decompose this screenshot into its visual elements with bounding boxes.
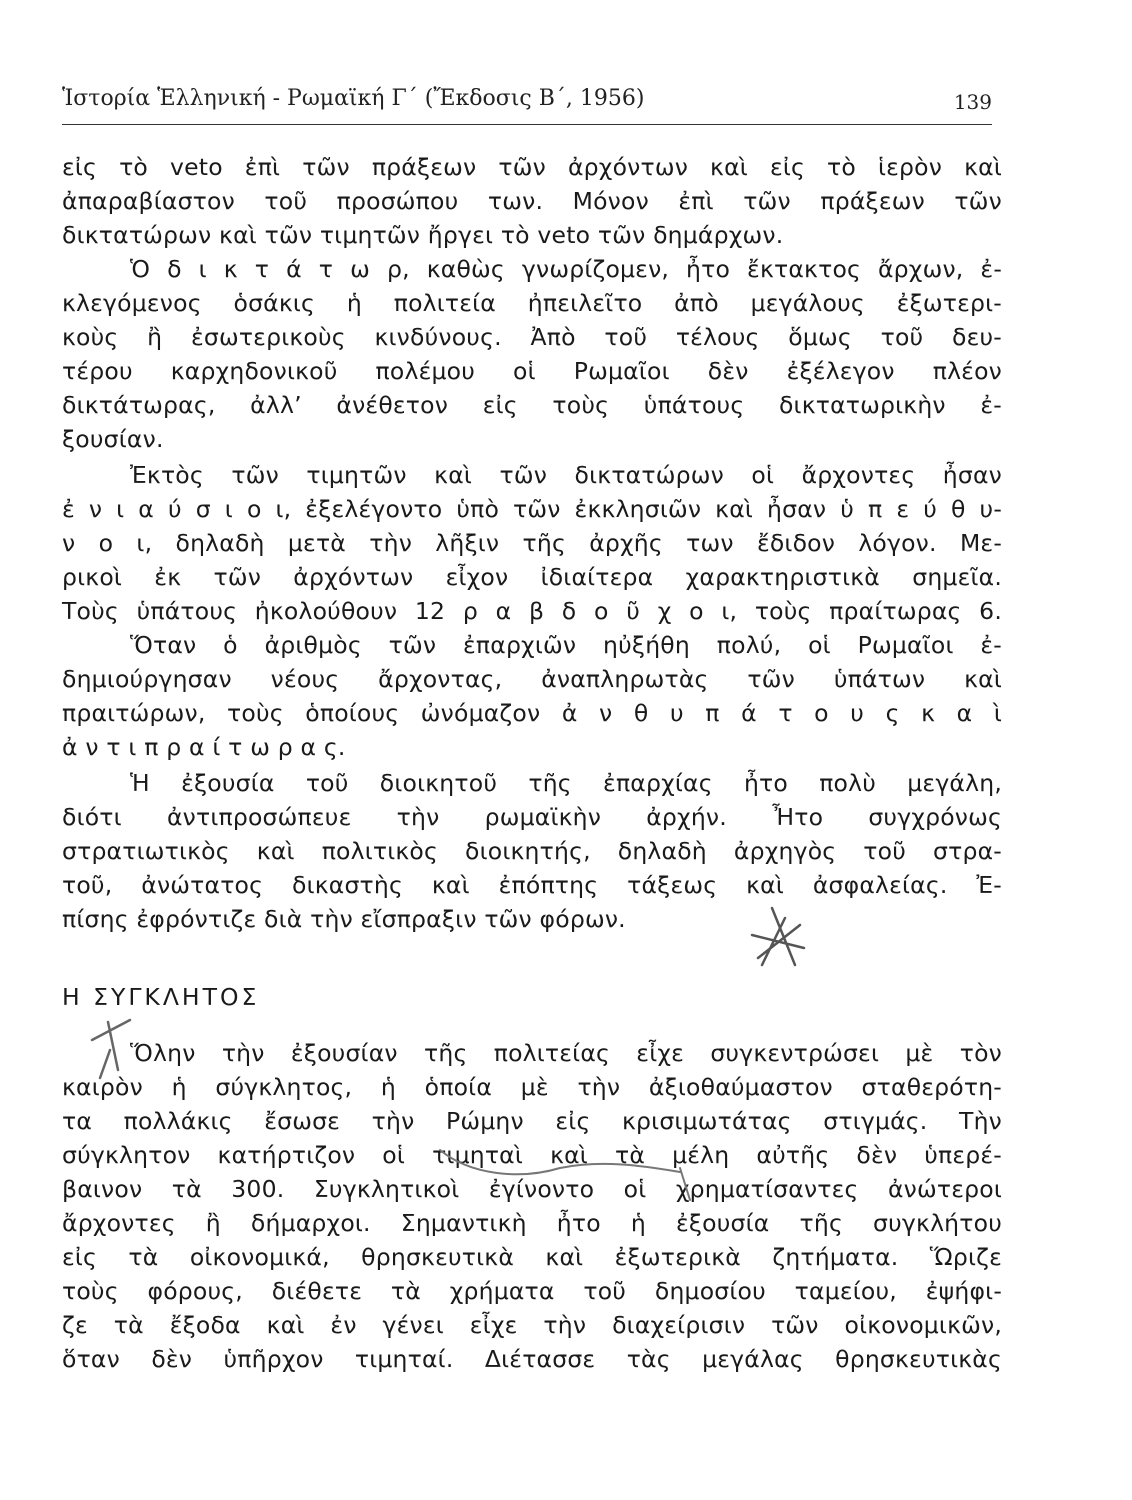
page-number: 139	[953, 90, 992, 114]
text-line: ν ο ι, δηλαδὴ μετὰ τὴν λῆξιν τῆς ἀρχῆς των ἔδιδον λόγον. Με-	[62, 529, 1002, 557]
text-line: ὅταν δὲν ὑπῆρχον τιμηταί. Διέτασσε τὰς μεγάλας θρησκευτικὰς	[62, 1345, 1002, 1373]
text-line: ἄρχοντες ἢ δήμαρχοι. Σημαντικὴ ἦτο ἡ ἐξουσία τῆς συγκλήτου	[62, 1209, 1002, 1237]
text-line: Ὅλην τὴν ἐξουσίαν τῆς πολιτείας εἶχε συγκεντρώσει μὲ τὸν	[130, 1039, 1002, 1067]
text-line: πίσης ἐφρόντιζε διὰ τὴν εἴσπραξιν τῶν φόρων.	[62, 905, 626, 933]
text-line: Ὁ δ ι κ τ ά τ ω ρ, καθὼς γνωρίζομεν, ἦτο ἔκτακτος ἄρχων, ἐ-	[130, 255, 1002, 283]
running-head-title: Ἱστορία Ἑλληνική - Ρωμαϊκή Γ΄ (Ἔκδοσις Β΄, 1956)	[62, 86, 645, 111]
text-line: Ἡ ἐξουσία τοῦ διοικητοῦ τῆς ἐπαρχίας ἦτο πολὺ μεγάλη,	[130, 769, 1002, 797]
text-line: ἀ ν τ ι π ρ α ί τ ω ρ α ς.	[62, 733, 346, 761]
section-heading: Η ΣΥΓΚΛΗΤΟΣ	[62, 983, 260, 1011]
text-line: ἐ ν ι α ύ σ ι ο ι, ἐξελέγοντο ὑπὸ τῶν ἐκκλησιῶν καὶ ἦσαν ὑ π ε ύ θ υ-	[62, 495, 1002, 523]
text-line: δικτάτωρας, ἀλλ’ ἀνέθετον εἰς τοὺς ὑπάτους δικτατωρικὴν ἐ-	[62, 391, 1002, 419]
text-line: Τοὺς ὑπάτους ἠκολούθουν 12 ρ α β δ ο ῦ χ ο ι, τοὺς πραίτωρας 6.	[62, 597, 1002, 625]
running-head	[62, 86, 992, 114]
text-line: Ἐκτὸς τῶν τιμητῶν καὶ τῶν δικτατώρων οἱ ἄρχοντες ἦσαν	[130, 461, 1002, 489]
text-line: διότι ἀντιπροσώπευε τὴν ρωμαϊκὴν ἀρχήν. Ἦτο συγχρόνως	[62, 803, 1002, 831]
text-line: Ὅταν ὁ ἀριθμὸς τῶν ἐπαρχιῶν ηὐξήθη πολύ, οἱ Ρωμαῖοι ἐ-	[130, 631, 1002, 659]
text-line: εἰς τὰ οἰκονομικά, θρησκευτικὰ καὶ ἐξωτερικὰ ζητήματα. Ὥριζε	[62, 1243, 1002, 1271]
text-line: κοὺς ἢ ἐσωτερικοὺς κινδύνους. Ἀπὸ τοῦ τέλους ὅμως τοῦ δευ-	[62, 323, 1002, 351]
text-line: τέρου καρχηδονικοῦ πολέμου οἱ Ρωμαῖοι δὲν ἐξέλεγον πλέον	[62, 357, 1002, 385]
text-line: εἰς τὸ veto ἐπὶ τῶν πράξεων τῶν ἀρχόντων καὶ εἰς τὸ ἱερὸν καὶ	[62, 153, 1002, 181]
text-line: σύγκλητον κατήρτιζον οἱ τιμηταὶ καὶ τὰ μέλη αὐτῆς δὲν ὑπερέ-	[62, 1141, 1002, 1169]
text-line: ξουσίαν.	[62, 425, 164, 453]
text-line: στρατιωτικὸς καὶ πολιτικὸς διοικητής, δηλαδὴ ἀρχηγὸς τοῦ στρα-	[62, 837, 1002, 865]
text-line: βαινον τὰ 300. Συγκλητικοὶ ἐγίνοντο οἱ χρηματίσαντες ἀνώτεροι	[62, 1175, 1002, 1203]
margin-pen-mark-icon	[92, 1020, 130, 1078]
text-line: τοὺς φόρους, διέθετε τὰ χρήματα τοῦ δημοσίου ταμείου, ἐψήφι-	[62, 1277, 1002, 1305]
text-line: τα πολλάκις ἔσωσε τὴν Ρώμην εἰς κρισιμωτάτας στιγμάς. Τὴν	[62, 1107, 1002, 1135]
text-line: ρικοὶ ἐκ τῶν ἀρχόντων εἶχον ἰδιαίτερα χαρακτηριστικὰ σημεῖα.	[62, 563, 1002, 591]
text-line: ζε τὰ ἔξοδα καὶ ἐν γένει εἶχε τὴν διαχείρισιν τῶν οἰκονομικῶν,	[62, 1311, 1002, 1339]
text-line: πραιτώρων, τοὺς ὁποίους ὠνόμαζον ἀ ν θ υ π ά τ ο υ ς κ α ὶ	[62, 699, 1002, 727]
text-line: καιρὸν ἡ σύγκλητος, ἡ ὁποία μὲ τὴν ἀξιοθαύμαστον σταθερότη-	[62, 1073, 1002, 1101]
text-line: ἀπαραβίαστον τοῦ προσώπου των. Μόνον ἐπὶ τῶν πράξεων τῶν	[62, 187, 1002, 215]
text-line: δημιούργησαν νέους ἄρχοντας, ἀναπληρωτὰς τῶν ὑπάτων καὶ	[62, 665, 1002, 693]
text-line: τοῦ, ἀνώτατος δικαστὴς καὶ ἐπόπτης τάξεως καὶ ἀσφαλείας. Ἐ-	[62, 871, 1002, 899]
header-rule	[62, 124, 992, 125]
text-line: κλεγόμενος ὁσάκις ἡ πολιτεία ἠπειλεῖτο ἀπὸ μεγάλους ἐξωτερι-	[62, 289, 1002, 317]
text-line: δικτατώρων καὶ τῶν τιμητῶν ἤργει τὸ veto τῶν δημάρχων.	[62, 221, 784, 249]
